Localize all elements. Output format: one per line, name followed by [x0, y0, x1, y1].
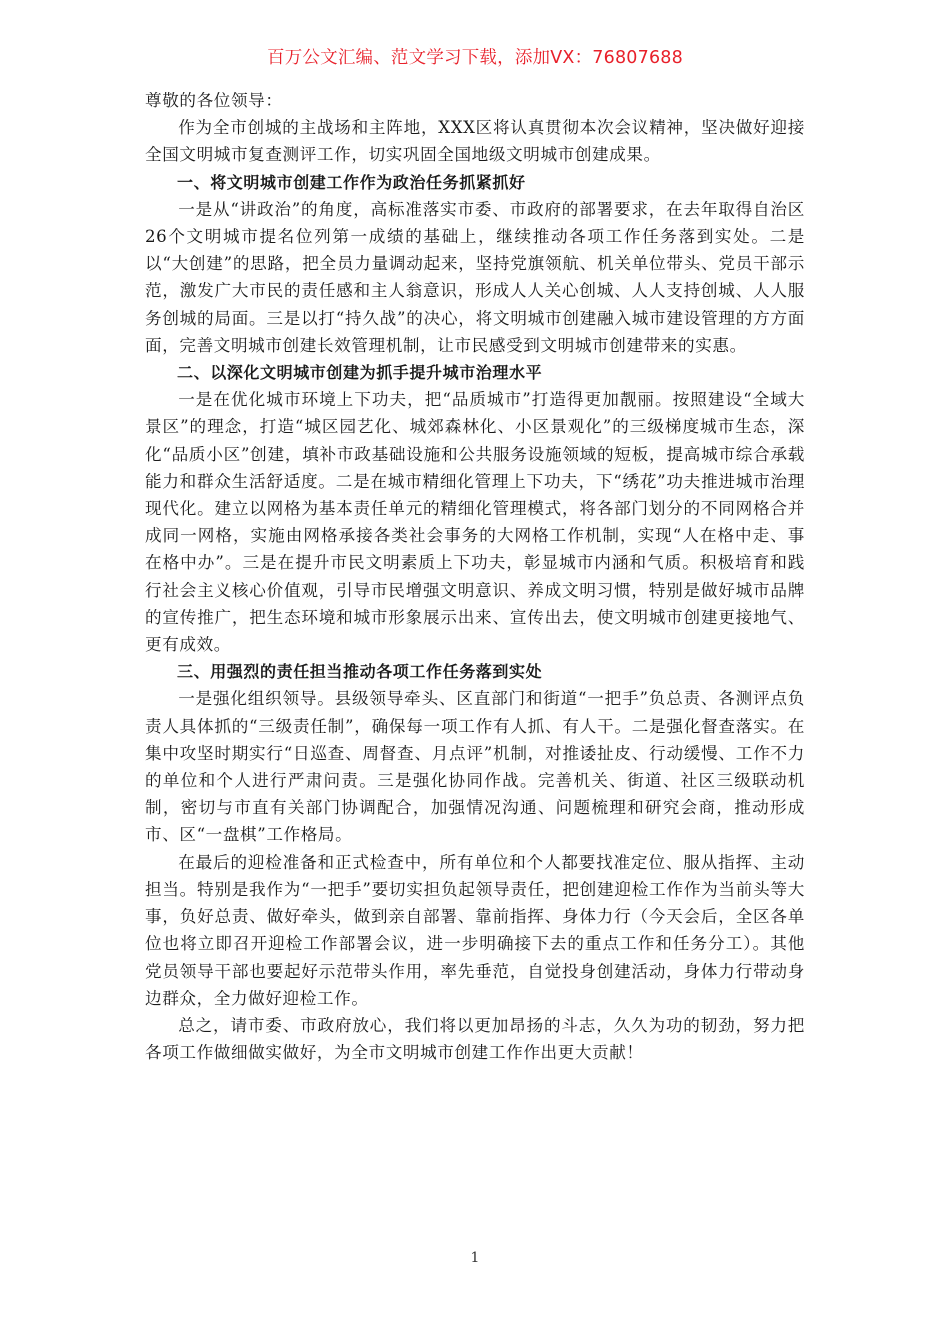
salutation: 尊敬的各位领导：	[145, 91, 283, 110]
section-heading-1: 一、将文明城市创建工作作为政治任务抓紧抓好	[177, 172, 526, 192]
conclusion-paragraph: 总之，请市委、市政府放心，我们将以更加昂扬的斗志，久久为功的韧劲，努力把各项工作做细做实做好，为全市文明城市创建工作作出更大贡献！	[145, 1015, 805, 1063]
page-number: 1	[470, 1250, 480, 1266]
intro-paragraph: 作为全市创城的主战场和主阵地，XXX区将认真贯彻本次会议精神，坚决做好迎接全国文明城市复查测评工作，切实巩固全国地级文明城市创建成果。	[145, 118, 805, 165]
section-heading-2: 二、以深化文明城市创建为抓手提升城市治理水平	[177, 363, 543, 383]
final-paragraph: 在最后的迎检准备和正式检查中，所有单位和个人都要找准定位、服从指挥、主动担当。特别是我作为“一把手”要切实担负起领导责任，把创建迎检工作作为当前头等大事，负好总责、做好牵头，做到亲自部署、靠前指挥、身体力行（今天会后，全区各单位也将立即召开迎检工作部署会议，进一步明确接下去的重点工作和任务分工）。其他党员领导干部也要起好示范带头作用，率先垂范，自觉投身创建活动，身体力行带动身边群众，全力做好迎检工作。	[145, 852, 805, 1008]
section-body-3: 一是强化组织领导。县级领导牵头、区直部门和街道“一把手”负总责、各测评点负责人具体抓的“三级责任制”，确保每一项工作有人抓、有人干。二是强化督查落实。在集中攻坚时期实行“日巡查、周督查、月点评”机制，对推诿扯皮、行动缓慢、工作不力的单位和个人进行严肃问责。三是强化协同作战。完善机关、街道、社区三级联动机制，密切与市直有关部门协调配合，加强情况沟通、问题梳理和研究会商，推动形成市、区“一盘棋”工作格局。	[145, 689, 805, 845]
section-heading-3: 三、用强烈的责任担当推动各项工作任务落到实处	[177, 662, 543, 682]
document-body	[145, 87, 805, 1066]
section-body-1: 一是从“讲政治”的角度，高标准落实市委、市政府的部署要求，在去年取得自治区26个文明城市提名位列第一成绩的基础上，继续推动各项工作任务落到实处。二是以“大创建”的思路，把全员力量调动起来，坚持党旗领航、机关单位带头、党员干部示范，激发广大市民的责任感和主人翁意识，形成人人关心创城、人人支持创城、人人服务创城的局面。三是以打“持久战”的决心，将文明城市创建融入城市建设管理的方方面面，完善文明城市创建长效管理机制，让市民感受到文明城市创建带来的实惠。	[145, 199, 805, 355]
header-banner: 百万公文汇编、范文学习下载，添加VX：76807688	[267, 48, 683, 68]
section-body-2: 一是在优化城市环境上下功夫，把“品质城市”打造得更加靓丽。按照建设“全域大景区”的理念，打造“城区园艺化、城郊森林化、小区景观化”的三级梯度城市生态，深化“品质小区”创建，填补市政基础设施和公共服务设施领域的短板，提高城市综合承载能力和群众生活舒适度。二是在城市精细化管理上下功夫，下“绣花”功夫推进城市治理现代化。建立以网格为基本责任单元的精细化管理模式，将各部门划分的不同网格合并成同一网格，实施由网格承接各类社会事务的大网格工作机制，实现“人在格中走、事在格中办”。三是在提升市民文明素质上下功夫，彰显城市内涵和气质。积极培育和践行社会主义核心价值观，引导市民增强文明意识、养成文明习惯，特别是做好城市品牌的宣传推广，把生态环境和城市形象展示出来、宣传出去，使文明城市创建更接地气、更有成效。	[145, 390, 805, 655]
